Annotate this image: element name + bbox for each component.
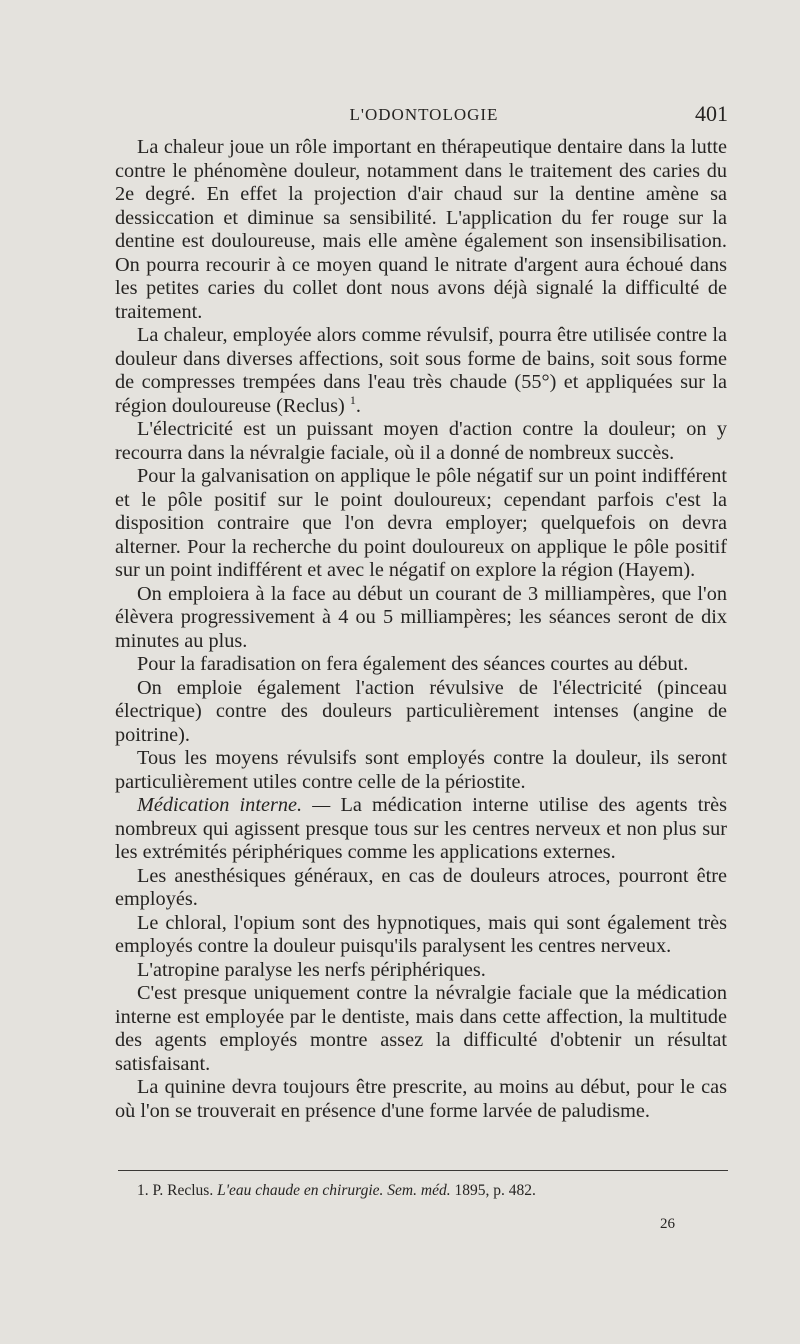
signature-mark: 26 [660, 1216, 675, 1232]
paragraph-medication-interne [115, 794, 727, 865]
paragraph-galvanisation: Pour la galvanisation on applique le pôle négatif sur un point indifférent et le pôle positif sur le point douloureux; cependant parfois c'est la disposition contraire que l'on devra employer; quelquefois on devra alterner. Pour la recherche du point douloureux on applique le pôle positif sur un point indifférent et avec le négatif on explore la région (Hayem). [115, 465, 727, 581]
page-header [120, 101, 728, 131]
footnote-author: P. Reclus. [152, 1182, 214, 1199]
paragraph-medication-text: La médication interne utilise des agents très nombreux qui agissent presque tous sur les centres nerveux et non plus sur les extrémités périphériques comme les applications externes. [115, 794, 727, 863]
footnote [115, 1182, 727, 1200]
paragraph-courant: On emploiera à la face au début un courant de 3 milliampères, que l'on élèvera progressivement à 4 ou 5 milliampères; les séances seront de dix minutes au plus. [115, 582, 727, 652]
paragraph-atropine: L'atropine paralyse les nerfs périphériques. [137, 958, 486, 981]
footnote-title: L'eau chaude en chirurgie. [217, 1182, 384, 1199]
paragraph-faradisation: Pour la faradisation on fera également des séances courtes au début. [137, 653, 689, 675]
body-text [115, 136, 727, 1123]
paragraph-electricite: L'électricité est un puissant moyen d'action contre la douleur; on y recourra dans la névralgie faciale, où il a donné de nombreux succès. [115, 418, 727, 464]
footnote-divider [118, 1170, 728, 1171]
page-number: 401 [695, 101, 728, 126]
paragraph-chloral: Le chloral, l'opium sont des hypnotiques, mais qui sont également très employés contre la douleur puisqu'ils paralysent les centres nerveux. [115, 911, 727, 957]
paragraph-quinine: La quinine devra toujours être prescrite, au moins au début, pour le cas où l'on se trouverait en présence d'une forme larvée de paludisme. [115, 1076, 727, 1122]
paragraph-revulsif-text: La chaleur, employée alors comme révulsif, pourra être utilisée contre la douleur dans diverses affections, soit sous forme de bains, soit sous forme de compresses trempées dans l'eau très chaude (55°) et appliquées sur la région douloureuse (Reclus) [115, 324, 727, 417]
paragraph-moyens-revulsifs: Tous les moyens révulsifs sont employés contre la douleur, ils seront particulièrement utiles contre celle de la périostite. [115, 747, 727, 793]
footnote-number: 1. [137, 1182, 149, 1199]
section-heading: Médication interne. — [137, 794, 331, 816]
footnote-details: 1895, p. 482. [454, 1182, 536, 1199]
footnote-journal: Sem. méd. [387, 1182, 451, 1199]
running-title: L'ODONTOLOGIE [349, 105, 499, 124]
paragraph-revulsif: La chaleur, employée alors comme révulsif, pourra être utilisée contre la douleur dans diverses affections, soit sous forme de bains, soit sous forme de compresses trempées dans l'eau très chaude (55°) et appliquées sur la région douloureuse (Reclus) $^1$. [115, 324, 727, 417]
footnote-reference: 1 [349, 392, 356, 407]
paragraph-nevralgie: C'est presque uniquement contre la névralgie faciale que la médication interne est employée par le dentiste, mais dans cette affection, la multitude des agents employés montre assez la difficulté d'obtenir un résultat satisfaisant. [115, 982, 727, 1075]
paragraph-anesthesiques: Les anesthésiques généraux, en cas de douleurs atroces, pourront être employés. [115, 864, 727, 910]
paragraph-chaleur: La chaleur joue un rôle important en thérapeutique dentaire dans la lutte contre le phénomène douleur, notamment dans le traitement des caries du 2e degré. En effet la projection d'air chaud sur la dentine amène sa dessiccation et diminue sa sensibilité. L'application du fer rouge sur la dentine est douloureuse, mais elle amène également son insensibilisation. On pourra recourir à ce moyen quand le nitrate d'argent aura échoué dans les petites caries du collet dont nous avons déjà signalé la difficulté de traitement. [115, 136, 727, 323]
paragraph-pinceau: On emploie également l'action révulsive de l'électricité (pinceau électrique) contre des douleurs particulièrement intenses (angine de poitrine). [115, 676, 727, 746]
